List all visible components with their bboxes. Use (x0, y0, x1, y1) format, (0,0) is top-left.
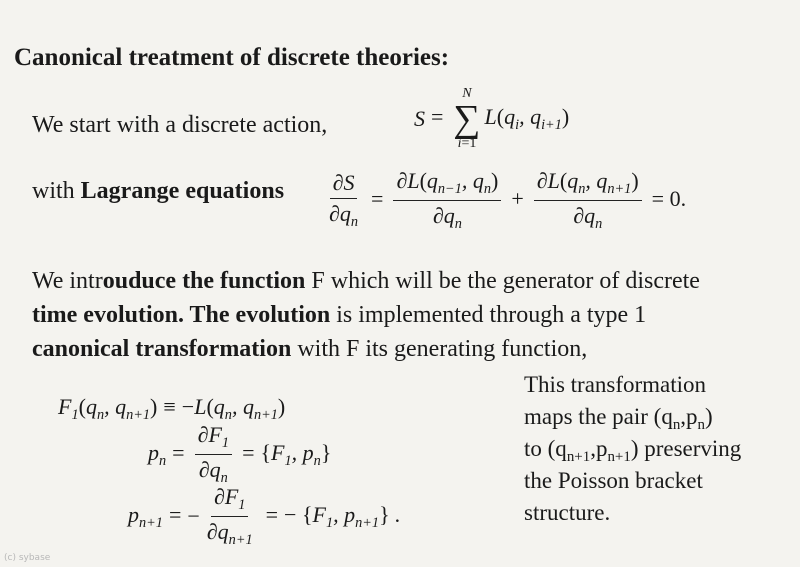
momentum-equation: $p_n$ = $\frac{\partial F_1}{\partial q_n}$ = {$F_1$, $p_n$} (148, 422, 332, 486)
paragraph-line-1: We introuduce the function F which will be the generator of discrete (32, 268, 700, 294)
momentum-next-equation: $p_{n+1}$ = − $\frac{\partial F_1}{\partial q_{n+1}}$ = − {$F_1$, $p_{n+1}$} . (128, 484, 401, 548)
action-equation: S = N ∑ i=1 $L(q_i$, $q_{i+1}$) (414, 86, 570, 151)
side-text-line-3: to $(q_{n+1},p_{n+1})$ preserving (524, 436, 742, 466)
generator-definition: $F_1(q_n$, $q_{n+1}) \equiv -L(q_n$, $q_{n+1}$) (58, 394, 286, 423)
lagrange-equation: $\frac{\partial S}{\partial q_n}$ = $\frac{\partial L(q_{n-1}, q_n)}{\partial q_n}$ + $\frac{\partial L(q_n, q_{n+1})}{\partial q_n}$ = 0. (329, 168, 687, 232)
watermark: (c) sybase (4, 553, 51, 563)
paragraph-line-2: time evolution. The evolution is implemented through a type 1 (32, 302, 647, 328)
side-text-line-4: the Poisson bracket (524, 468, 703, 493)
lagrange-intro-text: with Lagrange equations (32, 178, 285, 204)
action-intro-text: We start with a discrete action, (32, 112, 328, 138)
paragraph-line-3: canonical transformation with F its generating function, (32, 336, 588, 362)
page-title: Canonical treatment of discrete theories: (14, 44, 450, 71)
side-text-line-2: maps the pair $(q_n,p_n)$ (524, 404, 713, 434)
side-text-line-5: structure. (524, 500, 611, 525)
side-text-line-1: This transformation (524, 372, 707, 397)
